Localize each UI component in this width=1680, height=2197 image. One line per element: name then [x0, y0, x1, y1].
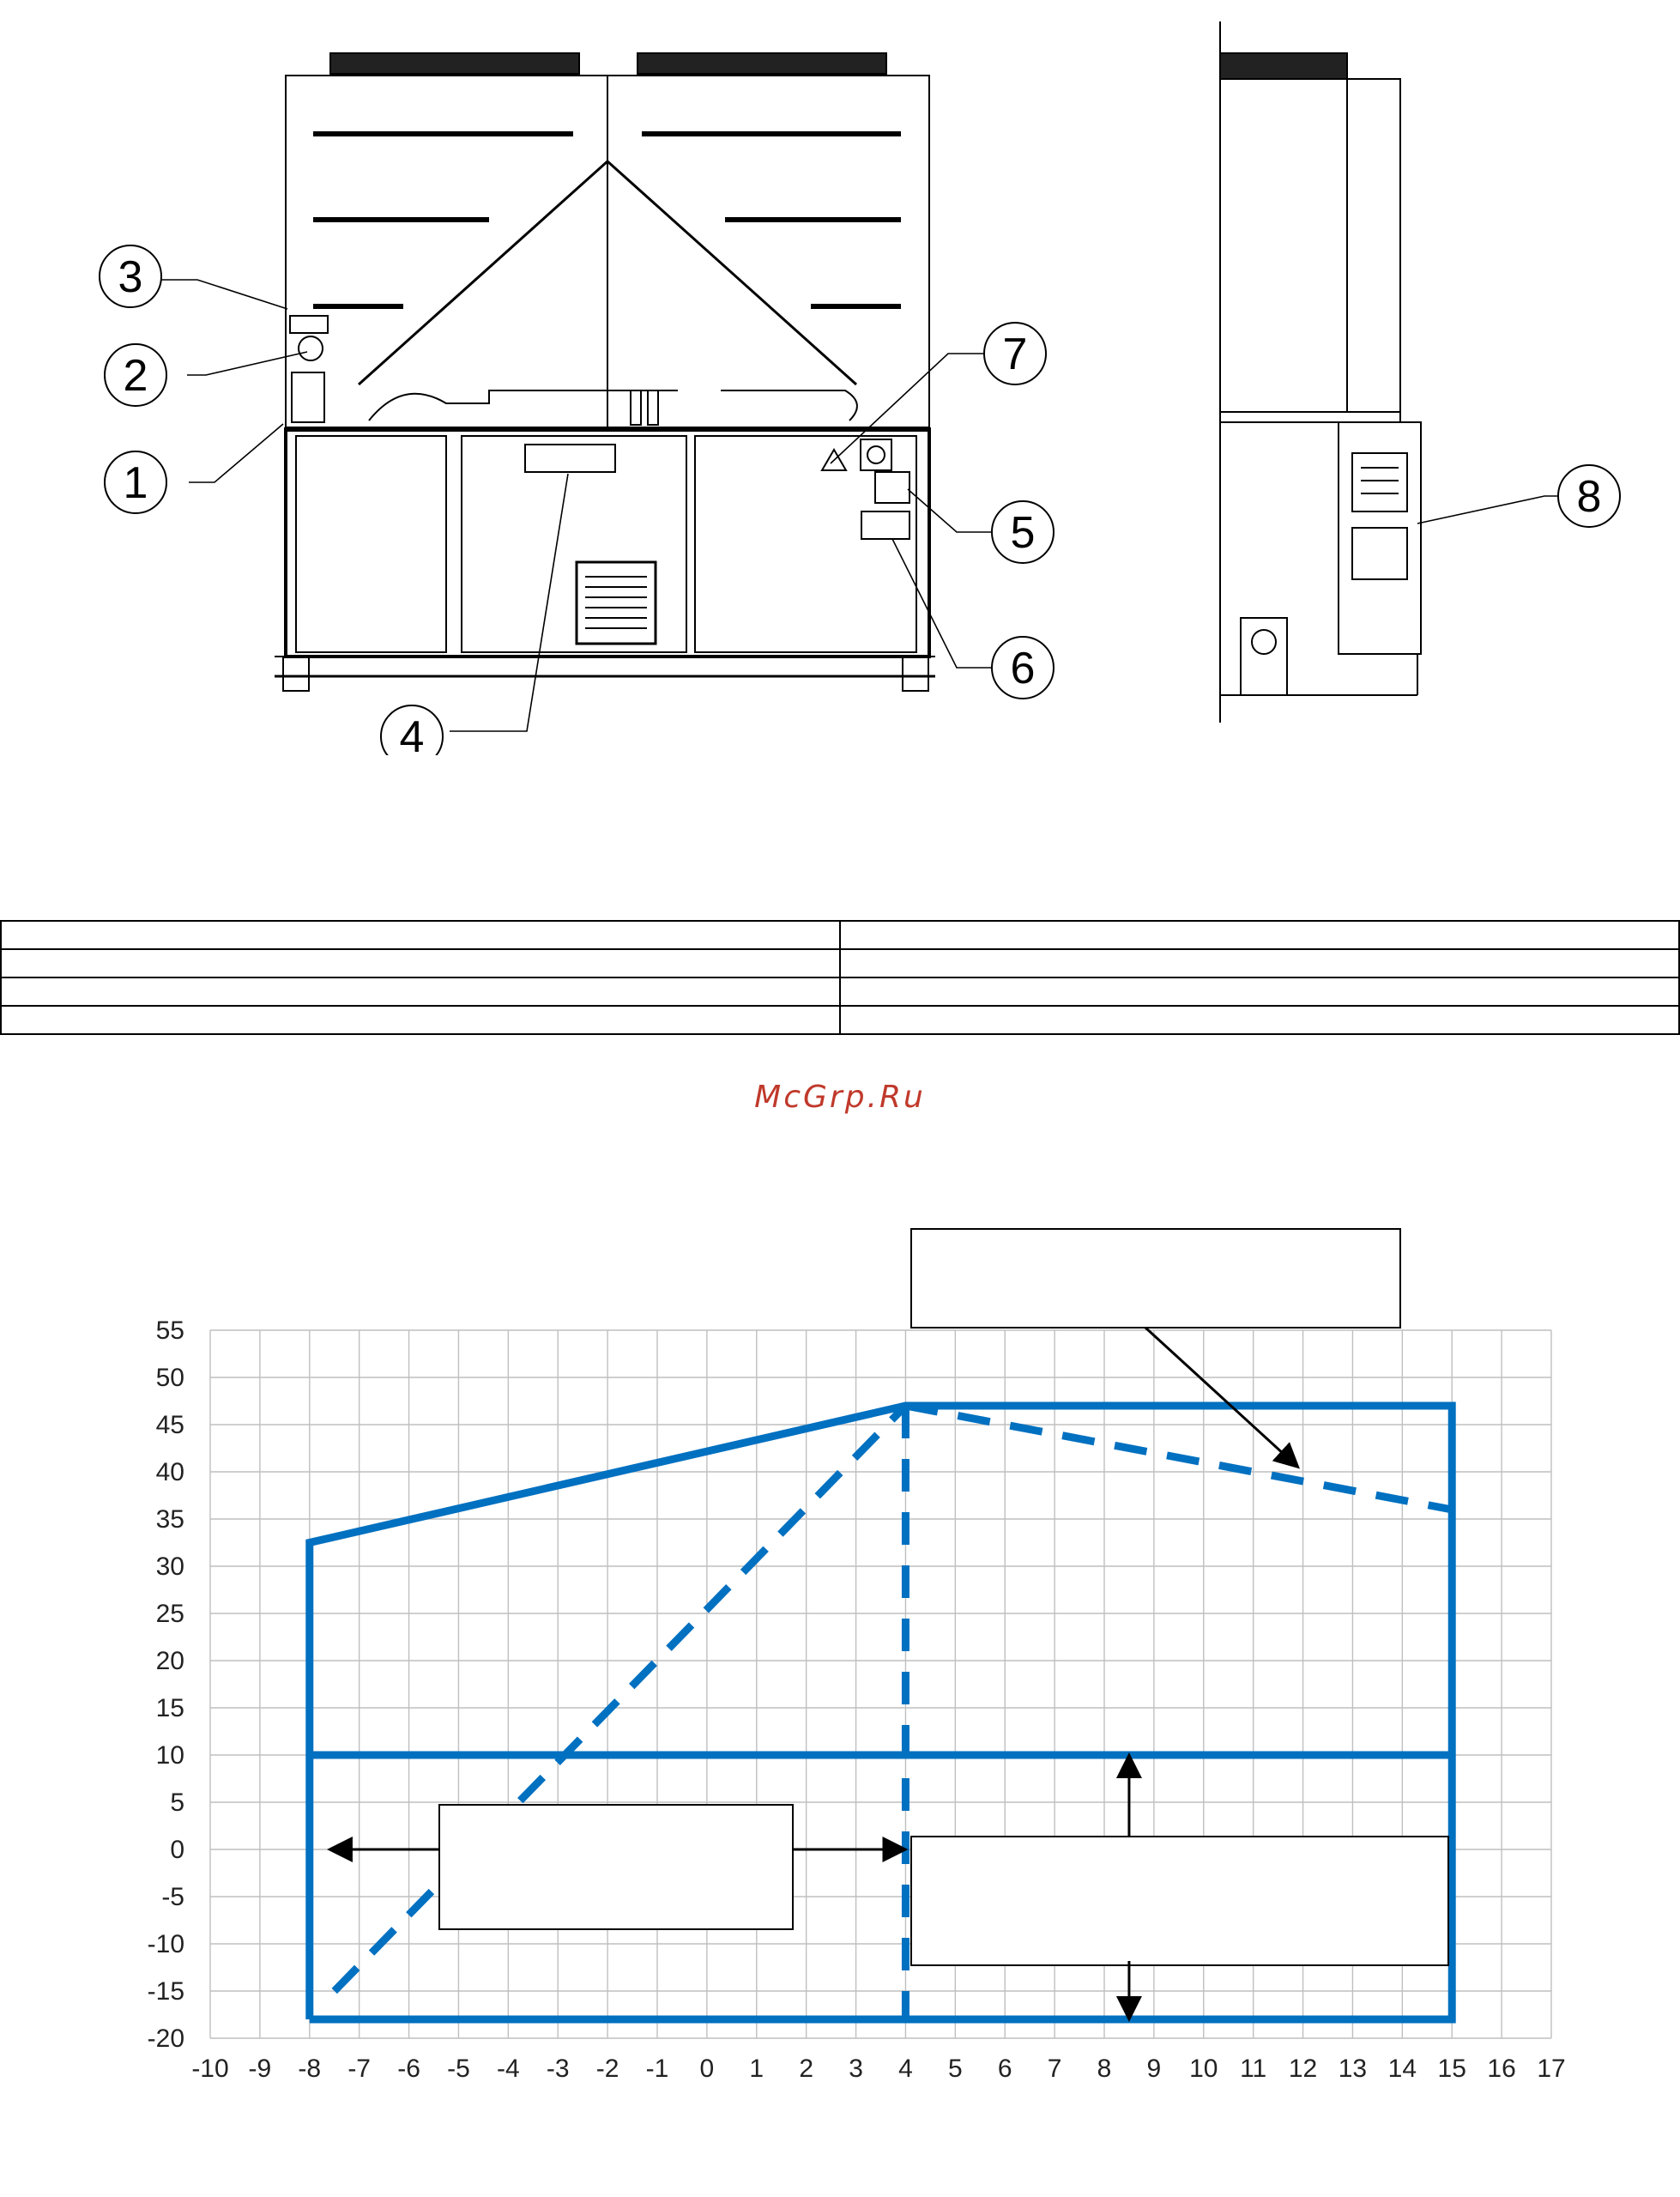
svg-text:4: 4 [399, 712, 425, 755]
y-tick-label: 35 [155, 1505, 184, 1534]
y-tick-label: -10 [147, 1930, 184, 1958]
x-tick-label: 5 [947, 2055, 963, 2083]
y-tick-label: 55 [155, 1316, 184, 1345]
x-tick-label: 3 [849, 2055, 863, 2083]
x-tick-label: 0 [699, 2055, 715, 2083]
arrow-top-annotation [1145, 1328, 1298, 1468]
x-tick-label: 15 [1437, 2055, 1466, 2083]
ventilation-grille [577, 562, 656, 644]
chart-grid [148, 1316, 1566, 2083]
x-tick-label: 6 [997, 2055, 1012, 2083]
callout-4 [381, 705, 443, 755]
y-tick-label: 15 [155, 1694, 184, 1722]
x-tick-label: 17 [1537, 2055, 1566, 2083]
x-tick-label: -2 [595, 2055, 619, 2083]
side-view [1220, 21, 1421, 723]
svg-text:1: 1 [123, 458, 148, 508]
table-cell [840, 1006, 1679, 1034]
svg-text:7: 7 [1002, 330, 1028, 379]
table-row [1, 1006, 1679, 1034]
access-panel-left [296, 436, 446, 652]
base-frame [286, 429, 929, 657]
watermark: McGrp.Ru [754, 1080, 926, 1115]
x-tick-label: 7 [1047, 2055, 1062, 2083]
x-tick-label: 10 [1189, 2055, 1218, 2083]
y-tick-label: 50 [155, 1364, 184, 1392]
unit-technical-drawing [0, 0, 1680, 755]
table-cell [840, 921, 1679, 949]
fan-grille-left [330, 53, 579, 74]
x-tick-label: -10 [191, 2055, 229, 2083]
svg-text:8: 8 [1576, 472, 1602, 522]
chart-annotations [439, 1229, 1448, 1965]
x-tick-label: 11 [1240, 2055, 1267, 2083]
callout-8 [1558, 465, 1620, 527]
annotation-box-left [439, 1805, 793, 1929]
y-tick-label: 0 [170, 1836, 184, 1864]
table-cell [1, 977, 840, 1006]
x-tick-label: 9 [1146, 2055, 1162, 2083]
callout-5 [992, 501, 1054, 563]
access-panel-center [462, 436, 686, 652]
x-tick-label: -3 [546, 2055, 570, 2083]
svg-text:3: 3 [118, 252, 143, 302]
table-cell [840, 949, 1679, 977]
x-tick-label: 14 [1387, 2055, 1417, 2083]
x-tick-label: -4 [496, 2055, 520, 2083]
spec-table [0, 920, 1680, 1035]
table-row [1, 977, 1679, 1006]
x-tick-label: 13 [1338, 2055, 1368, 2083]
callout-6 [992, 637, 1054, 699]
x-tick-label: -1 [645, 2055, 669, 2083]
x-tick-label: -7 [347, 2055, 372, 2083]
leader-lines [161, 280, 1583, 731]
access-panel-right [695, 436, 916, 652]
annotation-box-top [911, 1229, 1400, 1328]
y-tick-label: 30 [155, 1552, 184, 1581]
annotation-box-right [911, 1837, 1448, 1965]
x-tick-label: -6 [397, 2055, 420, 2083]
x-tick-label: 8 [1097, 2055, 1112, 2083]
x-tick-label: -5 [447, 2055, 470, 2083]
y-tick-label: -15 [147, 1977, 184, 2006]
x-tick-label: -9 [248, 2055, 272, 2083]
series-line-5 [905, 1406, 1452, 1510]
svg-text:5: 5 [1010, 508, 1036, 558]
x-tick-label: 4 [898, 2055, 913, 2083]
callout-1 [105, 451, 166, 513]
callout-2 [105, 344, 166, 406]
x-tick-label: 16 [1487, 2055, 1516, 2083]
fan-grille-right [638, 53, 886, 74]
y-tick-label: -20 [147, 2025, 184, 2053]
table-cell [1, 921, 840, 949]
svg-text:6: 6 [1010, 644, 1036, 693]
table-cell [1, 949, 840, 977]
x-tick-label: -8 [298, 2055, 322, 2083]
x-tick-label: 1 [749, 2055, 764, 2083]
table-cell [1, 1006, 840, 1034]
y-tick-label: 10 [155, 1741, 184, 1770]
operating-envelope-chart [0, 1184, 1680, 2094]
callout-7 [984, 323, 1046, 384]
y-tick-label: 20 [155, 1647, 184, 1675]
callout-3 [100, 245, 161, 307]
table-row [1, 949, 1679, 977]
x-tick-label: 2 [799, 2055, 814, 2083]
y-tick-label: -5 [161, 1883, 184, 1911]
y-tick-label: 45 [155, 1411, 184, 1439]
table-cell [840, 977, 1679, 1006]
x-tick-label: 12 [1288, 2055, 1318, 2083]
y-tick-label: 5 [170, 1788, 184, 1817]
y-tick-label: 40 [155, 1458, 184, 1486]
table-row [1, 921, 1679, 949]
svg-text:2: 2 [123, 351, 148, 401]
y-tick-label: 25 [155, 1600, 184, 1628]
